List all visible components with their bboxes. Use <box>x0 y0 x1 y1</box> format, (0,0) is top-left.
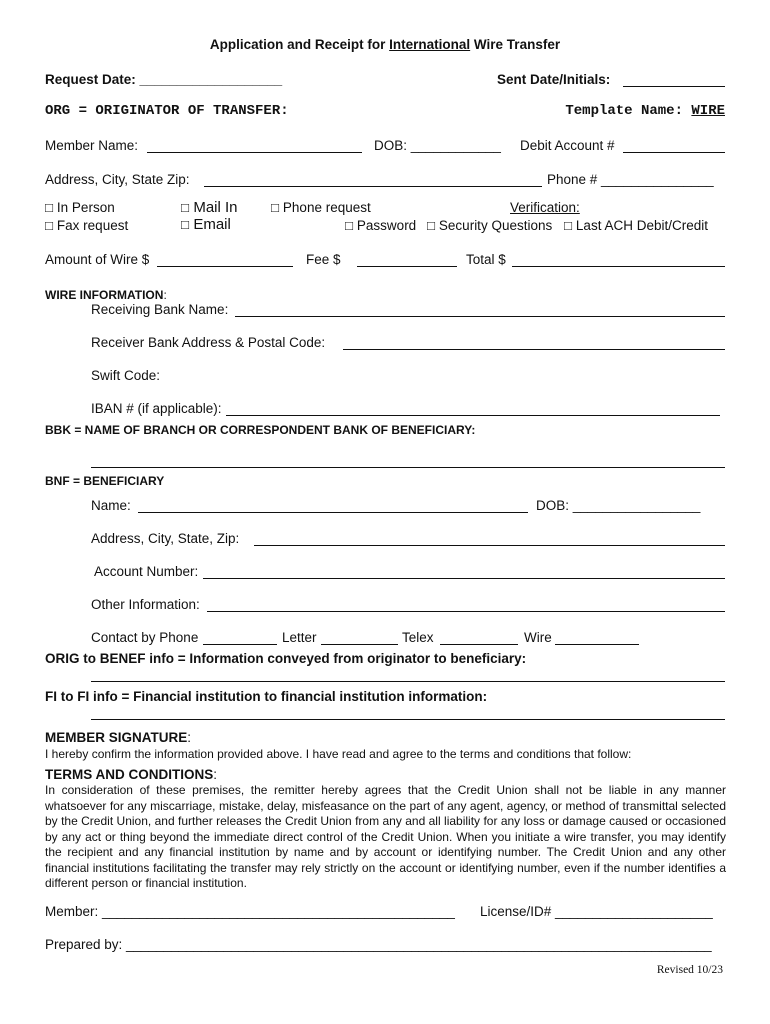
swift-code-label: Swift Code: <box>91 368 161 383</box>
receiver-address-line[interactable] <box>343 349 725 350</box>
signature-header: MEMBER SIGNATURE: <box>45 730 192 745</box>
contact-phone-line[interactable] <box>203 644 277 645</box>
contact-wire-line[interactable] <box>555 644 639 645</box>
terms-body: In consideration of these premises, the remitter hereby agrees that the Credit Union shall not be liable in any manner whatsoever for any miscarriage, mistake, delay, misfeasance on the part of any agent, agency, or method of transmittal selected by the Credit Union, and further releases the Credit Union from any and all liability for any loss or damage caused or occasioned by any act or thing beyond the immediate direct control of the Credit Union. When you initiate a wire transfer, you may identify the recipient and any financial institution by name and by account or identifying number. The Credit Union and any other financial institutions facilitating the transfer may rely strictly on the account or identifying number, even if the number identifies a different person or financial institution. <box>45 783 726 890</box>
last-ach-option[interactable]: □ Last ACH Debit/Credit <box>564 218 708 233</box>
contact-letter-line[interactable] <box>321 644 398 645</box>
orig-benef-header: ORIG to BENEF info = Information conveyed from originator to beneficiary: <box>45 651 527 666</box>
debit-account-line[interactable] <box>623 152 725 153</box>
verification-label: Verification: <box>510 200 580 215</box>
fax-request-option[interactable]: □ Fax request <box>45 218 129 233</box>
bnf-header: BNF = BENEFICIARY <box>45 474 165 488</box>
member-name-label: Member Name: <box>45 138 139 153</box>
member-address-line[interactable] <box>204 186 542 187</box>
checkbox-icon: □ <box>45 200 54 215</box>
total-line[interactable] <box>512 266 725 267</box>
bnf-other-label: Other Information: <box>91 597 200 612</box>
contact-telex-label: Telex <box>402 630 434 645</box>
terms-header: TERMS AND CONDITIONS: <box>45 767 218 782</box>
bnf-address-line[interactable] <box>254 545 725 546</box>
bnf-name-line[interactable] <box>138 512 528 513</box>
receiver-address-label: Receiver Bank Address & Postal Code: <box>91 335 326 350</box>
checkbox-icon: □ <box>345 218 354 233</box>
in-person-option[interactable]: □ In Person <box>45 200 115 215</box>
sent-date-line[interactable] <box>623 86 725 87</box>
receiving-bank-line[interactable] <box>235 316 725 317</box>
bnf-name-label: Name: <box>91 498 131 513</box>
contact-telex-line[interactable] <box>440 644 518 645</box>
fee-label: Fee $ <box>306 252 341 267</box>
member-signature-field[interactable]: Member: _______________________________________________ <box>45 904 455 919</box>
wire-info-header: WIRE INFORMATION: <box>45 288 167 302</box>
signature-confirm-text: I hereby confirm the information provided above. I have read and agree to the terms and conditions that follow: <box>45 747 632 761</box>
prepared-by-field[interactable]: Prepared by: ______________________________________________________________________________ <box>45 937 712 952</box>
bnf-account-line[interactable] <box>203 578 725 579</box>
orig-benef-line[interactable] <box>91 681 725 682</box>
checkbox-icon: □ <box>271 200 280 215</box>
member-dob-field[interactable]: DOB: ____________ <box>374 138 501 153</box>
bnf-account-label: Account Number: <box>94 564 199 579</box>
checkbox-icon: □ <box>181 217 190 232</box>
total-label: Total $ <box>466 252 506 267</box>
checkbox-icon: □ <box>564 218 573 233</box>
fi-fi-line[interactable] <box>91 719 725 720</box>
checkbox-icon: □ <box>45 218 54 233</box>
bbk-header: BBK = NAME OF BRANCH OR CORRESPONDENT BANK OF BENEFICIARY: <box>45 423 476 437</box>
bnf-other-line[interactable] <box>207 611 725 612</box>
amount-line[interactable] <box>157 266 293 267</box>
checkbox-icon: □ <box>181 200 190 215</box>
contact-phone-label: Contact by Phone <box>91 630 199 645</box>
debit-account-label: Debit Account # <box>520 138 615 153</box>
member-name-line[interactable] <box>147 152 362 153</box>
revised-date: Revised 10/23 <box>656 964 723 976</box>
contact-wire-label: Wire <box>524 630 552 645</box>
member-phone-field[interactable]: Phone # _______________ <box>547 172 714 187</box>
fi-fi-header: FI to FI info = Financial institution to financial institution information: <box>45 689 488 704</box>
bnf-address-label: Address, City, State, Zip: <box>91 531 240 546</box>
email-option[interactable]: □ Email <box>181 216 231 233</box>
receiving-bank-label: Receiving Bank Name: <box>91 302 229 317</box>
license-id-field[interactable]: License/ID# _____________________ <box>480 904 713 919</box>
template-name: Template Name: WIRE <box>565 103 725 119</box>
mail-in-option[interactable]: □ Mail In <box>181 199 238 216</box>
fee-line[interactable] <box>357 266 457 267</box>
member-address-label: Address, City, State Zip: <box>45 172 190 187</box>
phone-request-option[interactable]: □ Phone request <box>271 200 371 215</box>
security-questions-option[interactable]: □ Security Questions <box>427 218 553 233</box>
password-option[interactable]: □ Password <box>345 218 417 233</box>
org-header: ORG = ORIGINATOR OF TRANSFER: <box>45 103 289 119</box>
form-title: Application and Receipt for International Wire Transfer <box>209 37 561 52</box>
iban-line[interactable] <box>226 415 720 416</box>
bbk-line[interactable] <box>91 467 725 468</box>
bnf-dob-field[interactable]: DOB: _________________ <box>536 498 701 513</box>
sent-date-label: Sent Date/Initials: <box>497 72 611 87</box>
contact-letter-label: Letter <box>282 630 317 645</box>
iban-label: IBAN # (if applicable): <box>91 401 222 416</box>
checkbox-icon: □ <box>427 218 436 233</box>
amount-label: Amount of Wire $ <box>45 252 150 267</box>
request-date-field[interactable]: Request Date: ___________________ <box>45 72 283 87</box>
